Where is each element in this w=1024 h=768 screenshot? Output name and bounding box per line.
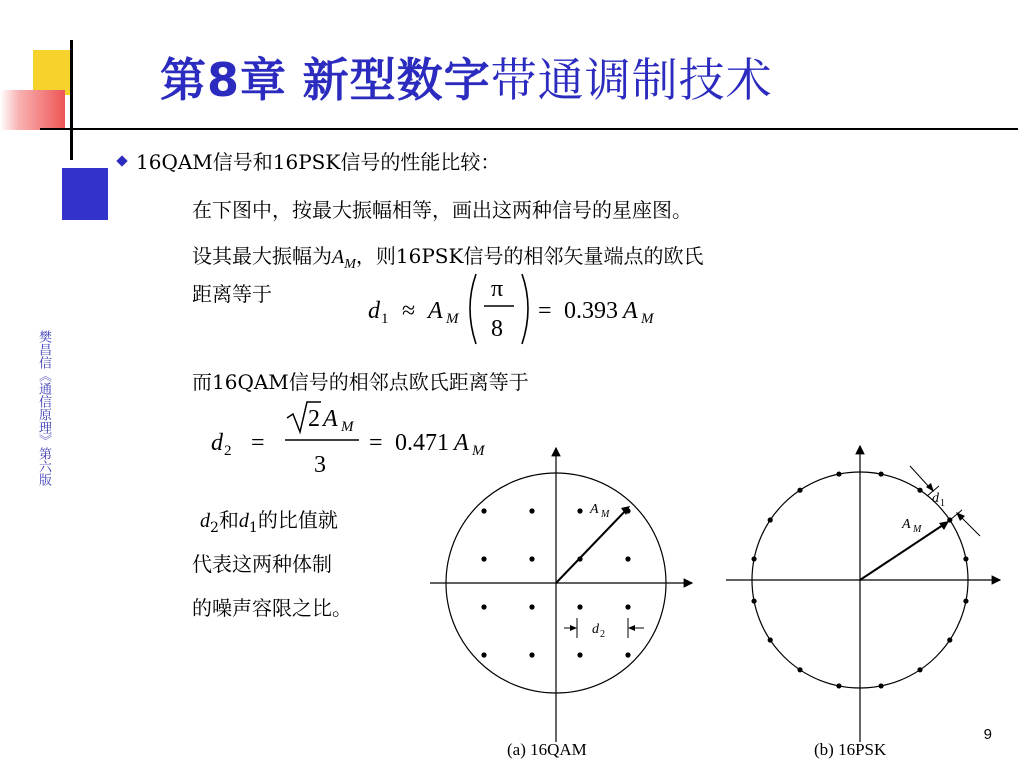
f2-num-sub: M bbox=[341, 419, 354, 435]
qam-d2-label: d bbox=[592, 622, 599, 637]
psk-d1-arrow-2 bbox=[960, 516, 980, 536]
f1-right-paren bbox=[522, 274, 528, 344]
f1-left-paren bbox=[470, 274, 476, 344]
decor-vertical-line bbox=[70, 40, 73, 160]
qam-point bbox=[529, 652, 534, 657]
psk-point bbox=[963, 556, 968, 561]
qam-d2-sub: 2 bbox=[600, 629, 605, 640]
line2-suffix: ，则16PSK信号的相邻矢量端点的欧氏 bbox=[355, 244, 704, 268]
psk-point bbox=[947, 637, 952, 642]
qam-amp-label: A bbox=[590, 502, 599, 517]
qam-point bbox=[529, 508, 534, 513]
title-rest: 带通调制技术 bbox=[490, 53, 773, 107]
paragraph-line-1: 在下图中，按最大振幅相等，画出这两种信号的星座图。 bbox=[192, 198, 692, 222]
qam-point bbox=[529, 556, 534, 561]
ratio-d2: d bbox=[200, 510, 210, 532]
f2-eq2: = bbox=[369, 430, 383, 456]
psk-amp-label: A bbox=[902, 517, 911, 532]
qam-amp-sub: M bbox=[601, 509, 610, 520]
psk-point bbox=[836, 683, 841, 688]
paragraph-line-6: 代表这两种体制 bbox=[192, 552, 332, 576]
qam-caption: (a) 16QAM bbox=[507, 740, 587, 759]
psk-point bbox=[963, 598, 968, 603]
qam-point bbox=[577, 604, 582, 609]
ratio-d1-sub: 1 bbox=[248, 520, 258, 536]
f2-lhs-sub: 2 bbox=[224, 443, 232, 459]
psk-point bbox=[917, 667, 922, 672]
f1-approx: ≈ bbox=[402, 298, 416, 324]
f1-amp-sub: M bbox=[446, 311, 459, 327]
decor-blue-square bbox=[62, 168, 108, 220]
f1-lhs-sub: 1 bbox=[381, 311, 389, 327]
psk-d1-arrow-1 bbox=[910, 466, 930, 488]
psk-d1-sub: 1 bbox=[940, 498, 945, 509]
psk-point bbox=[768, 517, 773, 522]
psk-caption: (b) 16PSK bbox=[814, 740, 887, 759]
decor-yellow-square bbox=[33, 50, 73, 95]
psk-point bbox=[878, 683, 883, 688]
psk-point bbox=[797, 488, 802, 493]
title-bold-part: 新型数字 bbox=[302, 53, 491, 107]
line2-prefix: 设其最大振幅为 bbox=[192, 244, 332, 268]
amp-sub: M bbox=[344, 257, 356, 272]
psk-point bbox=[878, 471, 883, 476]
qam-point bbox=[625, 556, 630, 561]
f2-eq: = bbox=[251, 430, 265, 456]
psk-point bbox=[768, 637, 773, 642]
f2-value: 0.471 bbox=[395, 430, 449, 456]
title-underline bbox=[40, 128, 1018, 130]
amp-var: A bbox=[332, 246, 345, 268]
f2-den: 3 bbox=[314, 452, 326, 478]
side-book-credit: 樊昌信《通信原理》第六版 bbox=[36, 330, 51, 486]
bullet-diamond-icon bbox=[116, 155, 127, 166]
decor-red-bar bbox=[0, 90, 65, 130]
f1-value-var: A bbox=[623, 298, 638, 324]
qam-point bbox=[481, 652, 486, 657]
f1-eq: = bbox=[538, 298, 552, 324]
f1-value: 0.393 bbox=[564, 298, 618, 324]
psk-point bbox=[797, 667, 802, 672]
f2-lhs: d bbox=[211, 430, 223, 456]
paragraph-line-3: 距离等于 bbox=[192, 282, 272, 306]
f1-num: π bbox=[491, 276, 504, 302]
f2-num-var: A bbox=[323, 406, 338, 432]
f2-value-var: A bbox=[454, 430, 469, 456]
qam-constellation-diagram bbox=[420, 440, 700, 750]
qam-amplitude-vector bbox=[556, 508, 628, 583]
title-chapter: 第8章 bbox=[160, 53, 288, 107]
f2-num-coef: 2 bbox=[308, 406, 320, 432]
f1-value-sub: M bbox=[641, 311, 654, 327]
f2-value-sub: M bbox=[472, 443, 485, 459]
slide-title bbox=[160, 44, 773, 110]
qam-point bbox=[577, 652, 582, 657]
psk-amp-sub: M bbox=[913, 524, 922, 535]
f1-den: 8 bbox=[491, 316, 503, 342]
paragraph-line-7: 的噪声容限之比。 bbox=[192, 596, 352, 620]
psk-point bbox=[836, 471, 841, 476]
bullet-heading: 16QAM信号和16PSK信号的性能比较： bbox=[136, 150, 501, 174]
f1-lhs: d bbox=[368, 298, 380, 324]
ratio-d2-sub: 2 bbox=[210, 520, 219, 536]
paragraph-line-4: 而16QAM信号的相邻点欧氏距离等于 bbox=[192, 370, 529, 394]
f1-amp: A bbox=[428, 298, 443, 324]
paragraph-line-5 bbox=[200, 504, 338, 536]
psk-constellation-diagram bbox=[720, 440, 1010, 750]
qam-point bbox=[481, 604, 486, 609]
psk-d1-label: d bbox=[932, 491, 939, 506]
psk-point bbox=[751, 556, 756, 561]
psk-point bbox=[917, 488, 922, 493]
ratio-d1: d bbox=[238, 510, 249, 532]
ratio-suffix: 的比值就 bbox=[257, 508, 338, 532]
ratio-and: 和 bbox=[218, 508, 239, 532]
page-number: 9 bbox=[983, 726, 992, 743]
formula-d1 bbox=[360, 266, 700, 350]
qam-point bbox=[481, 508, 486, 513]
psk-point bbox=[751, 598, 756, 603]
qam-point bbox=[625, 652, 630, 657]
qam-point bbox=[577, 508, 582, 513]
qam-point bbox=[481, 556, 486, 561]
qam-point bbox=[625, 604, 630, 609]
qam-point bbox=[529, 604, 534, 609]
